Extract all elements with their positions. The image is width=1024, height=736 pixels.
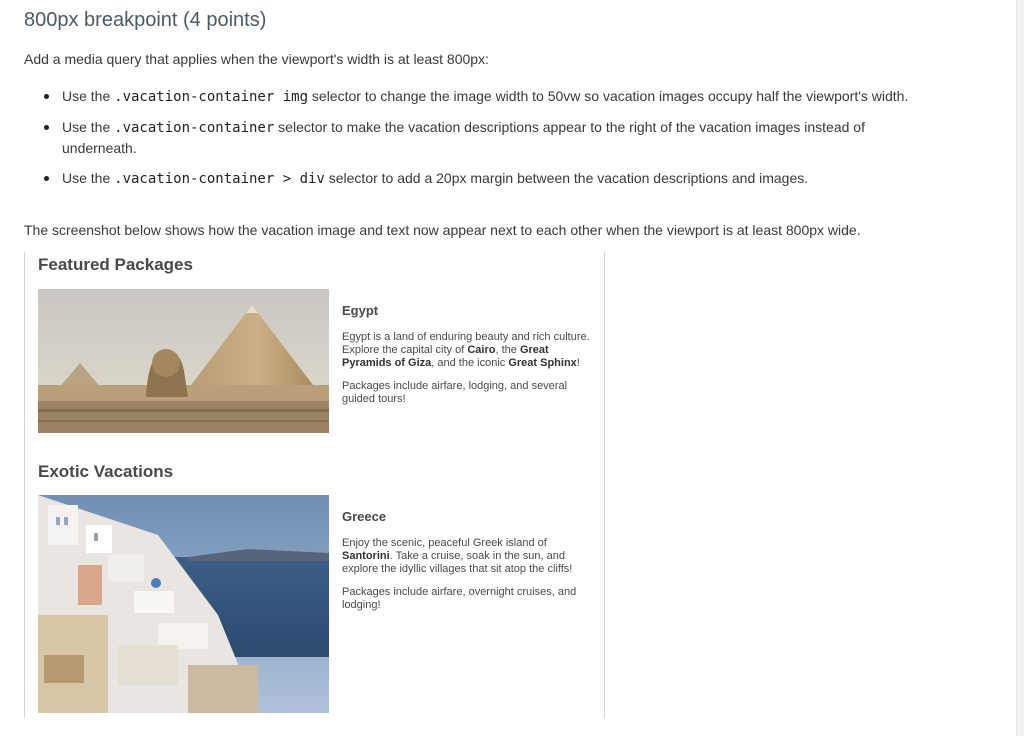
- vacation-name: Egypt: [342, 303, 379, 318]
- vacation-summary: [342, 331, 592, 370]
- text-part: , and the iconic: [431, 357, 509, 369]
- santorini-photo: [38, 495, 329, 713]
- example-screenshot: [24, 252, 605, 718]
- featured-packages-title: Featured Packages: [38, 255, 193, 274]
- bold-part: Santorini: [342, 550, 390, 562]
- page-scrollbar[interactable]: [1016, 0, 1024, 736]
- requirement-item: [42, 117, 942, 158]
- text-part: !: [576, 357, 580, 369]
- requirement-item: [42, 168, 942, 189]
- requirement-text: selector to change the image width to 50vw so vacation images occupy half the viewport's width.: [308, 88, 909, 104]
- egypt-description: [342, 304, 592, 416]
- text-part: . Take a cruise, soak in the sun, and explore the idyllic villages that sit atop the cliffs!: [342, 550, 573, 575]
- vacation-summary: [342, 537, 592, 576]
- bold-part: Great Pyramids of Giza: [342, 344, 549, 369]
- css-selector-code: .vacation-container: [114, 120, 275, 136]
- text-part: Enjoy the scenic, peaceful Greek island of: [342, 537, 547, 549]
- exotic-vacations-title: Exotic Vacations: [38, 462, 174, 481]
- screenshot-caption: The screenshot below shows how the vacation image and text now appear next to each other when the viewport is at least 800px wide.: [24, 222, 861, 238]
- greece-image: [38, 495, 329, 713]
- greece-description: [342, 510, 592, 622]
- egypt-image: [38, 289, 329, 433]
- requirement-item: [42, 86, 942, 107]
- requirement-prefix: Use the: [62, 170, 115, 186]
- requirement-text: selector to make the vacation descriptions appear to the right of the vacation images instead of underneath.: [62, 119, 865, 156]
- text-part: , the: [495, 344, 520, 356]
- egypt-pyramids-photo: [38, 289, 329, 433]
- intro-text: Add a media query that applies when the viewport's width is at least 800px:: [24, 51, 489, 67]
- requirement-text: selector to add a 20px margin between the vacation descriptions and images.: [324, 170, 809, 186]
- css-selector-code: .vacation-container > div: [114, 171, 325, 187]
- section-heading: 800px breakpoint (4 points): [24, 9, 267, 31]
- text-part: Egypt is a land of enduring beauty and rich culture. Explore the capital city of: [342, 331, 590, 356]
- css-selector-code: .vacation-container img: [114, 89, 309, 105]
- bold-part: Cairo: [467, 344, 496, 356]
- requirement-prefix: Use the: [62, 88, 115, 104]
- vacation-packages: Packages include airfare, overnight cruises, and lodging!: [342, 586, 577, 611]
- vacation-packages: Packages include airfare, lodging, and several guided tours!: [342, 380, 568, 405]
- bold-part: Great Sphinx: [508, 357, 577, 369]
- vacation-name: Greece: [342, 509, 387, 524]
- requirement-prefix: Use the: [62, 119, 115, 135]
- requirements-list: [42, 86, 942, 199]
